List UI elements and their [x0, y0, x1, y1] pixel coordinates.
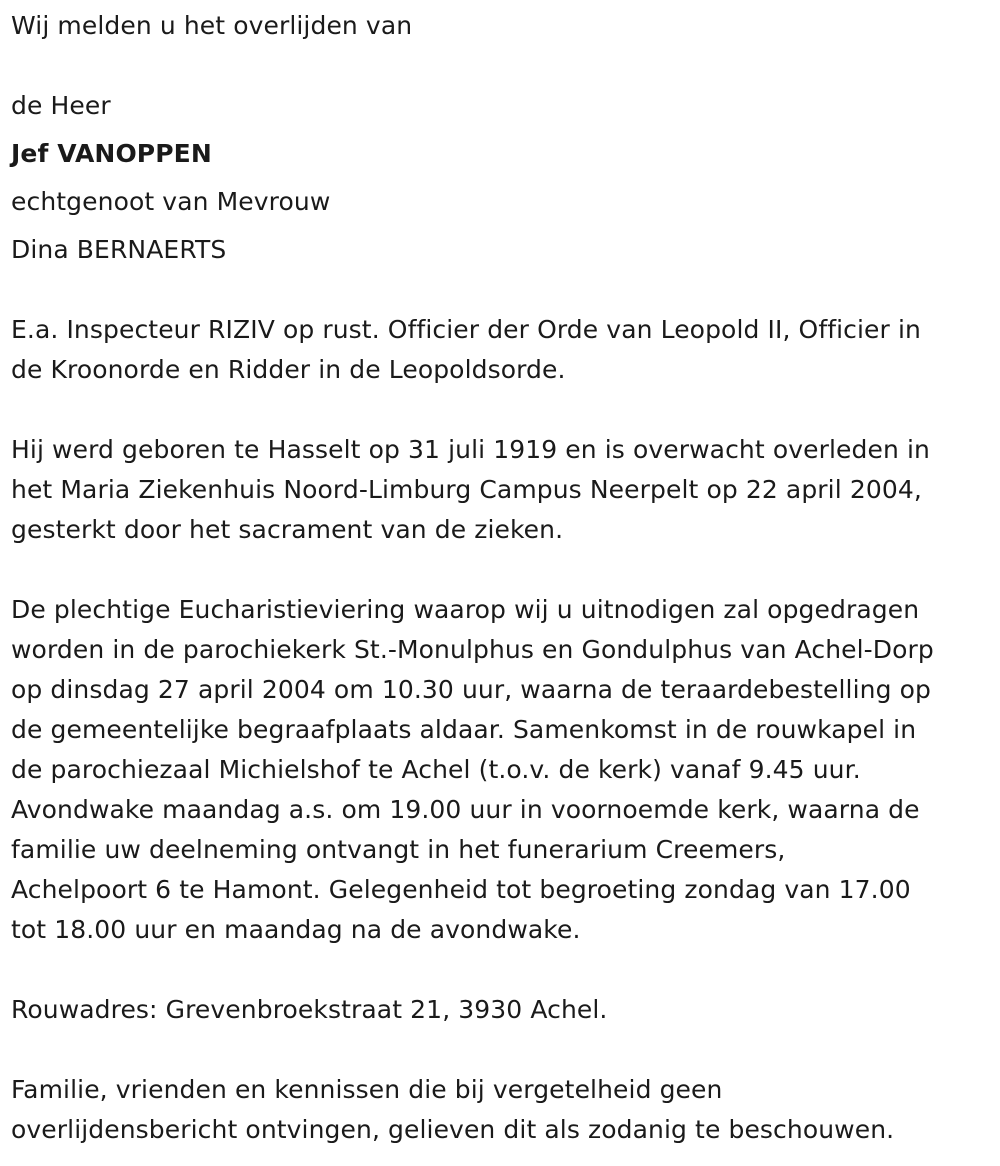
honors-line-1: E.a. Inspecteur RIZIV op rust. Officier der Orde van Leopold II, Officier in — [11, 315, 921, 344]
ceremony-line-4: de gemeentelijke begraafplaats aldaar. Samenkomst in de rouwkapel in — [11, 715, 917, 744]
ceremony-line-6: Avondwake maandag a.s. om 19.00 uur in voornoemde kerk, waarna de — [11, 795, 920, 824]
ceremony-line-1: De plechtige Eucharistieviering waarop wij u uitnodigen zal opgedragen — [11, 595, 920, 624]
ceremony-line-3: op dinsdag 27 april 2004 om 10.30 uur, waarna de teraardebestelling op — [11, 675, 931, 704]
closing-line-1: Familie, vrienden en kennissen die bij vergetelheid geen — [11, 1075, 723, 1104]
title-prefix: de Heer — [11, 91, 111, 120]
honors-line-2: de Kroonorde en Ridder in de Leopoldsorde. — [11, 355, 566, 384]
deceased-name: Jef VANOPPEN — [11, 139, 212, 168]
ceremony-line-7: familie uw deelneming ontvangt in het funerarium Creemers, — [11, 835, 786, 864]
birth-death-line-3: gesterkt door het sacrament van de zieken. — [11, 515, 564, 544]
ceremony-line-9: tot 18.00 uur en maandag na de avondwake. — [11, 915, 581, 944]
birth-death-line-1: Hij werd geboren te Hasselt op 31 juli 1919 en is overwacht overleden in — [11, 435, 930, 464]
ceremony-line-5: de parochiezaal Michielshof te Achel (t.o.v. de kerk) vanaf 9.45 uur. — [11, 755, 861, 784]
intro-text: Wij melden u het overlijden van — [11, 11, 413, 40]
birth-death-line-2: het Maria Ziekenhuis Noord-Limburg Campus Neerpelt op 22 april 2004, — [11, 475, 922, 504]
mourning-address: Rouwadres: Grevenbroekstraat 21, 3930 Achel. — [11, 995, 608, 1024]
closing-line-2: overlijdensbericht ontvingen, gelieven dit als zodanig te beschouwen. — [11, 1115, 895, 1144]
spouse-line: echtgenoot van Mevrouw — [11, 187, 331, 216]
spouse-name: Dina BERNAERTS — [11, 235, 227, 264]
ceremony-line-8: Achelpoort 6 te Hamont. Gelegenheid tot begroeting zondag van 17.00 — [11, 875, 911, 904]
ceremony-line-2: worden in de parochiekerk St.-Monulphus en Gondulphus van Achel-Dorp — [11, 635, 934, 664]
